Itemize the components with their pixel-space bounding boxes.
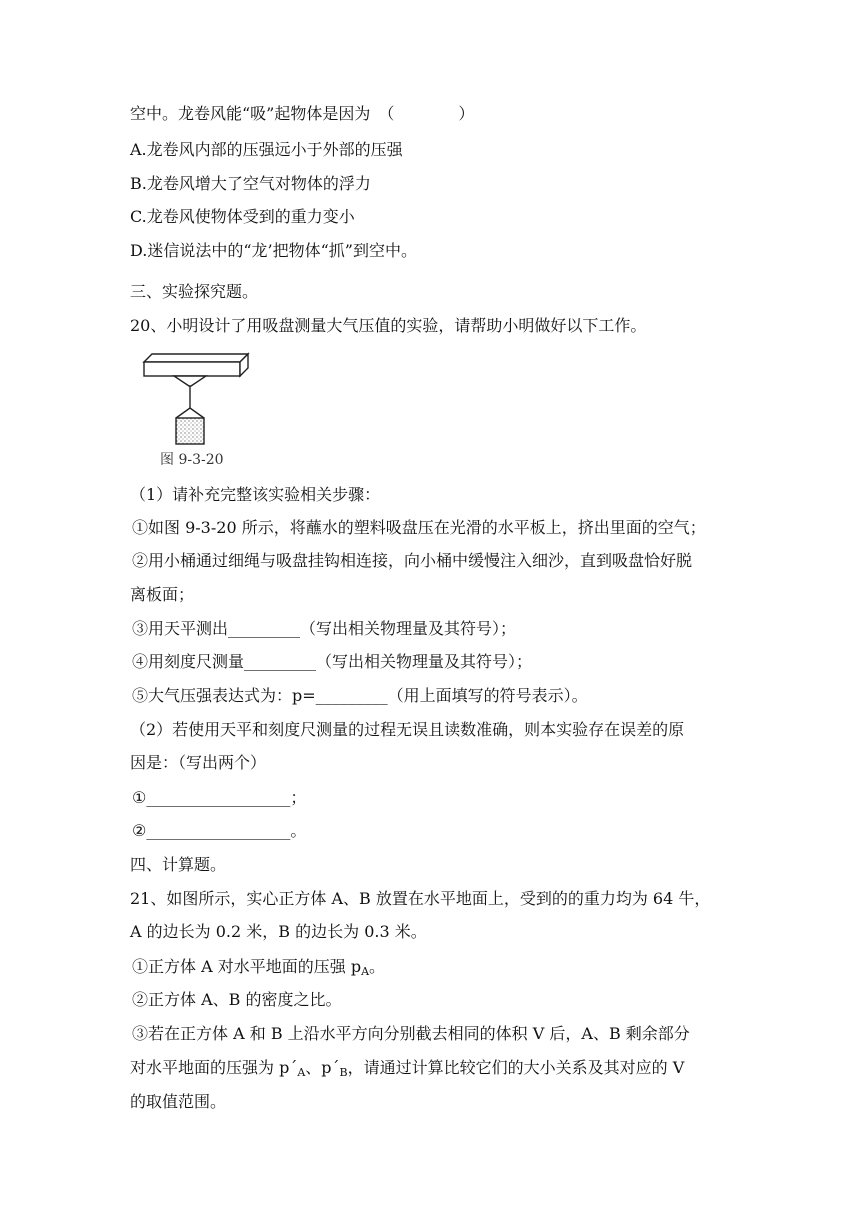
subscript-b-prime: B [339, 1066, 348, 1079]
question-21-part-1 [132, 957, 385, 977]
error-reason-1: ①__________________； [132, 788, 307, 807]
step-1: ①如图 9-3-20 所示，将蘸水的塑料吸盘压在光滑的水平板上，挤出里面的空气； [132, 518, 706, 537]
part-1-heading: （1）请补充完整该实验相关步骤： [130, 485, 381, 504]
subscript-a: A [361, 965, 370, 978]
bucket-handle [176, 408, 204, 418]
option-a: A.龙卷风内部的压强远小于外部的压强 [130, 140, 403, 159]
board-top-face [144, 354, 248, 362]
question-21-part-2: ②正方体 A、B 的密度之比。 [132, 990, 342, 1009]
option-b: B.龙卷风增大了空气对物体的浮力 [130, 174, 371, 193]
question-21-part-3: ③若在正方体 A 和 B 上沿水平方向分别截去相同的体积 V 后，A、B 剩余部分 [132, 1024, 690, 1043]
step-4: ④用刻度尺测量_________（写出相关物理量及其符号）； [132, 652, 533, 671]
step-2: ②用小桶通过细绳与吸盘挂钩相连接，向小桶中缓慢注入细沙，直到吸盘恰好脱 [132, 551, 693, 570]
question-21-part-3-text-c: ，请通过计算比较它们的大小关系及其对应的 V [347, 1058, 685, 1077]
question-21-part-1-text: ①正方体 A 对水平地面的压强 p [132, 957, 362, 976]
question-21-part-3-end: 的取值范围。 [130, 1092, 227, 1111]
question-21-part-3-continuation [130, 1058, 684, 1078]
figure-caption: 图 9-3-20 [160, 452, 224, 468]
part-2-continuation: 因是：（写出两个） [130, 753, 267, 772]
question-21-stem-continuation: A 的边长为 0.2 米，B 的边长为 0.3 米。 [130, 922, 427, 941]
option-d: D.迷信说法中的“龙’把物体“抓”到空中。 [130, 241, 417, 260]
board-front-face [144, 362, 240, 376]
section-heading-calculation: 四、计算题。 [130, 855, 227, 874]
question-21-part-1-end: 。 [369, 957, 386, 976]
subscript-a-prime: A [297, 1066, 306, 1079]
question-20-stem: 20、小明设计了用吸盘测量大气压值的实验，请帮助小明做好以下工作。 [130, 316, 647, 335]
error-reason-2: ②__________________。 [132, 821, 307, 840]
option-c: C.龙卷风使物体受到的重力变小 [130, 207, 355, 226]
question-19-stem-continuation: 空中。龙卷风能“吸”起物体是因为 （ ） [130, 104, 475, 123]
suction-cup [174, 376, 206, 386]
step-5: ⑤大气压强表达式为：p=_________（用上面填写的符号表示）。 [132, 686, 588, 705]
part-2-heading: （2）若使用天平和刻度尺测量的过程无误且读数准确，则本实验存在误差的原 [130, 720, 685, 739]
question-21-part-3-text-a: 对水平地面的压强为 p´ [130, 1058, 298, 1077]
question-21-stem: 21、如图所示，实心正方体 A、B 放置在水平地面上，受到的的重力均为 64 牛， [130, 889, 711, 908]
step-3: ③用天平测出_________（写出相关物理量及其符号）； [132, 619, 517, 638]
question-21-part-3-text-b: 、p´ [305, 1058, 340, 1077]
bucket-with-sand [176, 418, 204, 444]
step-2-continuation: 离板面； [130, 585, 195, 604]
section-heading-experiment: 三、实验探究题。 [130, 282, 259, 301]
